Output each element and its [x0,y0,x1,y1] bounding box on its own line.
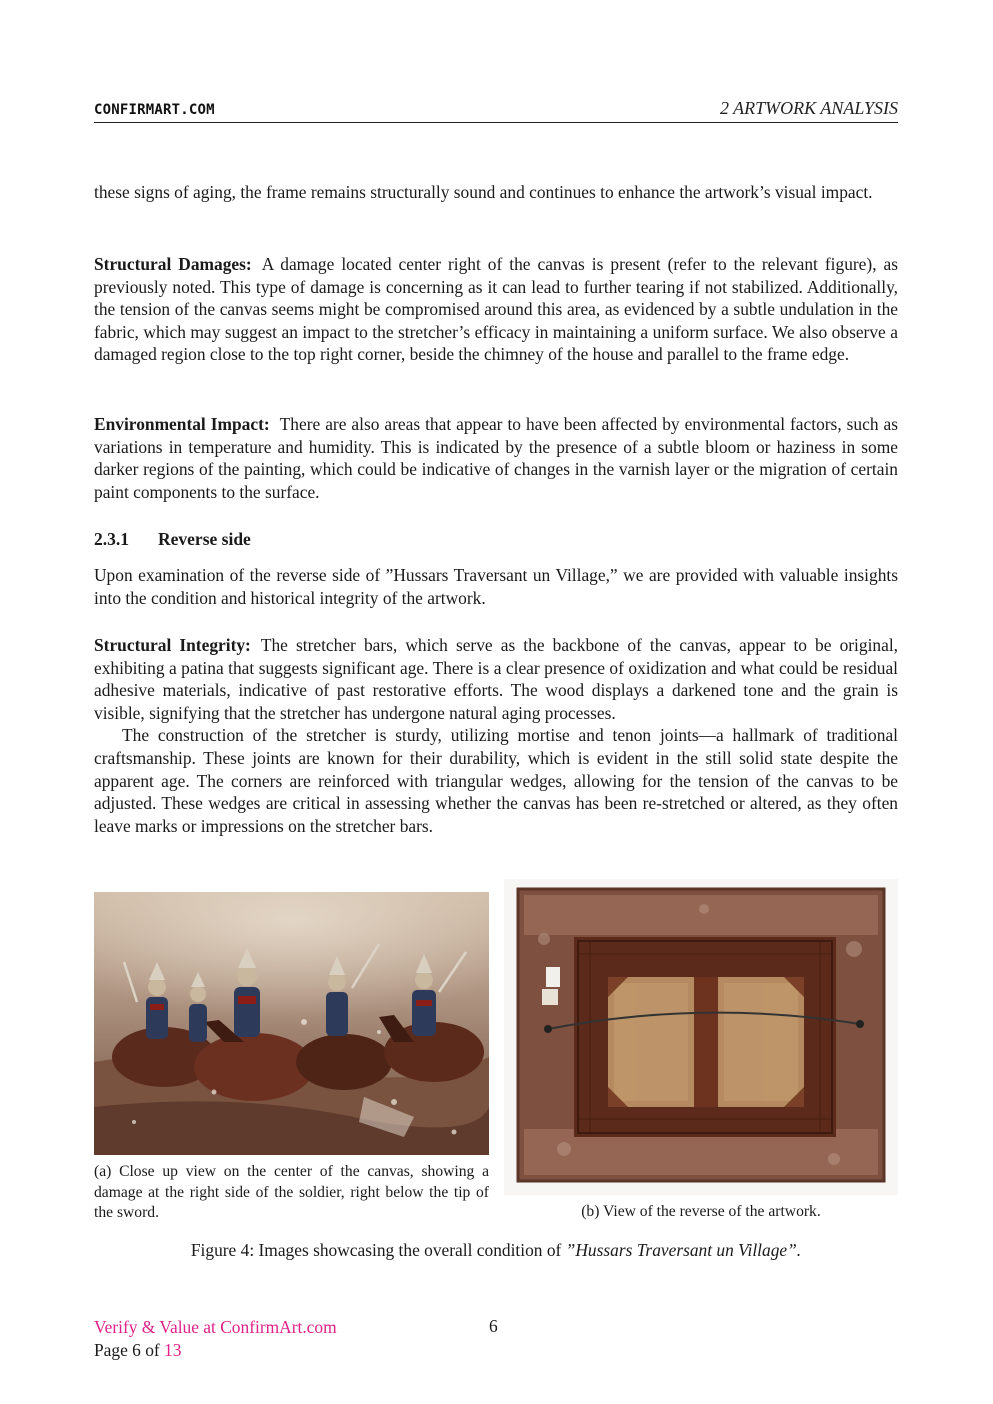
page-number: 6 [489,1316,498,1336]
figure-caption [94,1240,898,1261]
confirmart-logo[interactable]: CONFIRMART.COM [94,102,215,118]
structural-damages-text: A damage located center right of the canvas is present (refer to the relevant figure), as previously noted. This type of damage is concerning as it can lead to further tearing if not stabilized. Additionally, the tension of the canvas seems might be compromised around this area, as evidenced by a subtle undulation in the fabric, which may suggest an impact to the stretcher’s efficacy in maintaining a uniform surface. We also observe a damaged region close to the top right corner, beside the chimney of the house and parallel to the frame edge. [94,254,899,365]
structural-integrity-text: The stretcher bars, which serve as the backbone of the canvas, appear to be original, exhibiting a patina that suggests significant age. There is a clear presence of oxidization and what could be residual adhesive materials, indicative of past restorative efforts. The wood displays a darkened tone and the grain is visible, signifying that the stretcher has undergone natural aging processes. [94,635,899,723]
reverse-intro-text: Upon examination of the reverse side of ”Hussars Traversant un Village,” we are provided with valuable insights into the condition and historical integrity of the artwork. [94,565,898,608]
subsection-title: Reverse side [158,529,251,549]
reverse-artwork-image [504,879,898,1195]
figure-caption-title: ”Hussars Traversant un Village”. [565,1240,802,1260]
running-section-title: 2 ARTWORK ANALYSIS [720,98,898,118]
environmental-impact-paragraph [94,413,898,503]
page-counter [94,1339,337,1362]
environmental-impact-text: There are also areas that appear to have been affected by environmental factors, such as variations in temperature and humidity. This is indicated by the presence of a subtle bloom or haziness in some darker regions of the painting, which could be indicative of changes in the varnish layer or the migration of certain paint components to the surface. [94,414,898,502]
subsection-heading [94,529,251,550]
page-counter-prefix: Page 6 of [94,1340,165,1360]
continuation-text: these signs of aging, the frame remains structurally sound and continues to enhance the artwork’s visual impact. [94,182,873,202]
structural-integrity-paragraph [94,634,898,837]
figure-caption-b: (b) View of the reverse of the artwork. [581,1203,821,1220]
subsection-number: 2.3.1 [94,529,129,549]
construction-text: The construction of the stretcher is sturdy, utilizing mortise and tenon joints—a hallmark of traditional craftsmanship. These joints are known for their durability, which is evident in the still solid state despite the apparent age. The corners are reinforced with triangular wedges, allowing for the tension of the canvas to be adjusted. These wedges are critical in assessing whether the canvas has been re-stretched or altered, as they often leave marks or impressions on the stretcher bars. [94,725,898,836]
structural-integrity-lead: Structural Integrity: [94,635,251,655]
reverse-intro-paragraph [94,564,898,609]
environmental-impact-lead: Environmental Impact: [94,414,270,434]
structural-damages-paragraph [94,253,898,366]
confirmart-link[interactable]: Verify & Value at ConfirmArt.com [94,1317,337,1337]
page-total-link[interactable]: 13 [164,1340,182,1360]
continuation-paragraph [94,181,898,204]
structural-damages-lead: Structural Damages: [94,254,252,274]
page-header [94,98,898,123]
page-footer [94,1316,337,1362]
figure-caption-a: (a) Close up view on the center of the canvas, showing a damage at the right side of the soldier, right below the tip of the sword. [94,1163,489,1221]
closeup-painting-image [94,892,489,1155]
figure-caption-prefix: Figure 4: Images showcasing the overall condition of [190,1240,566,1260]
